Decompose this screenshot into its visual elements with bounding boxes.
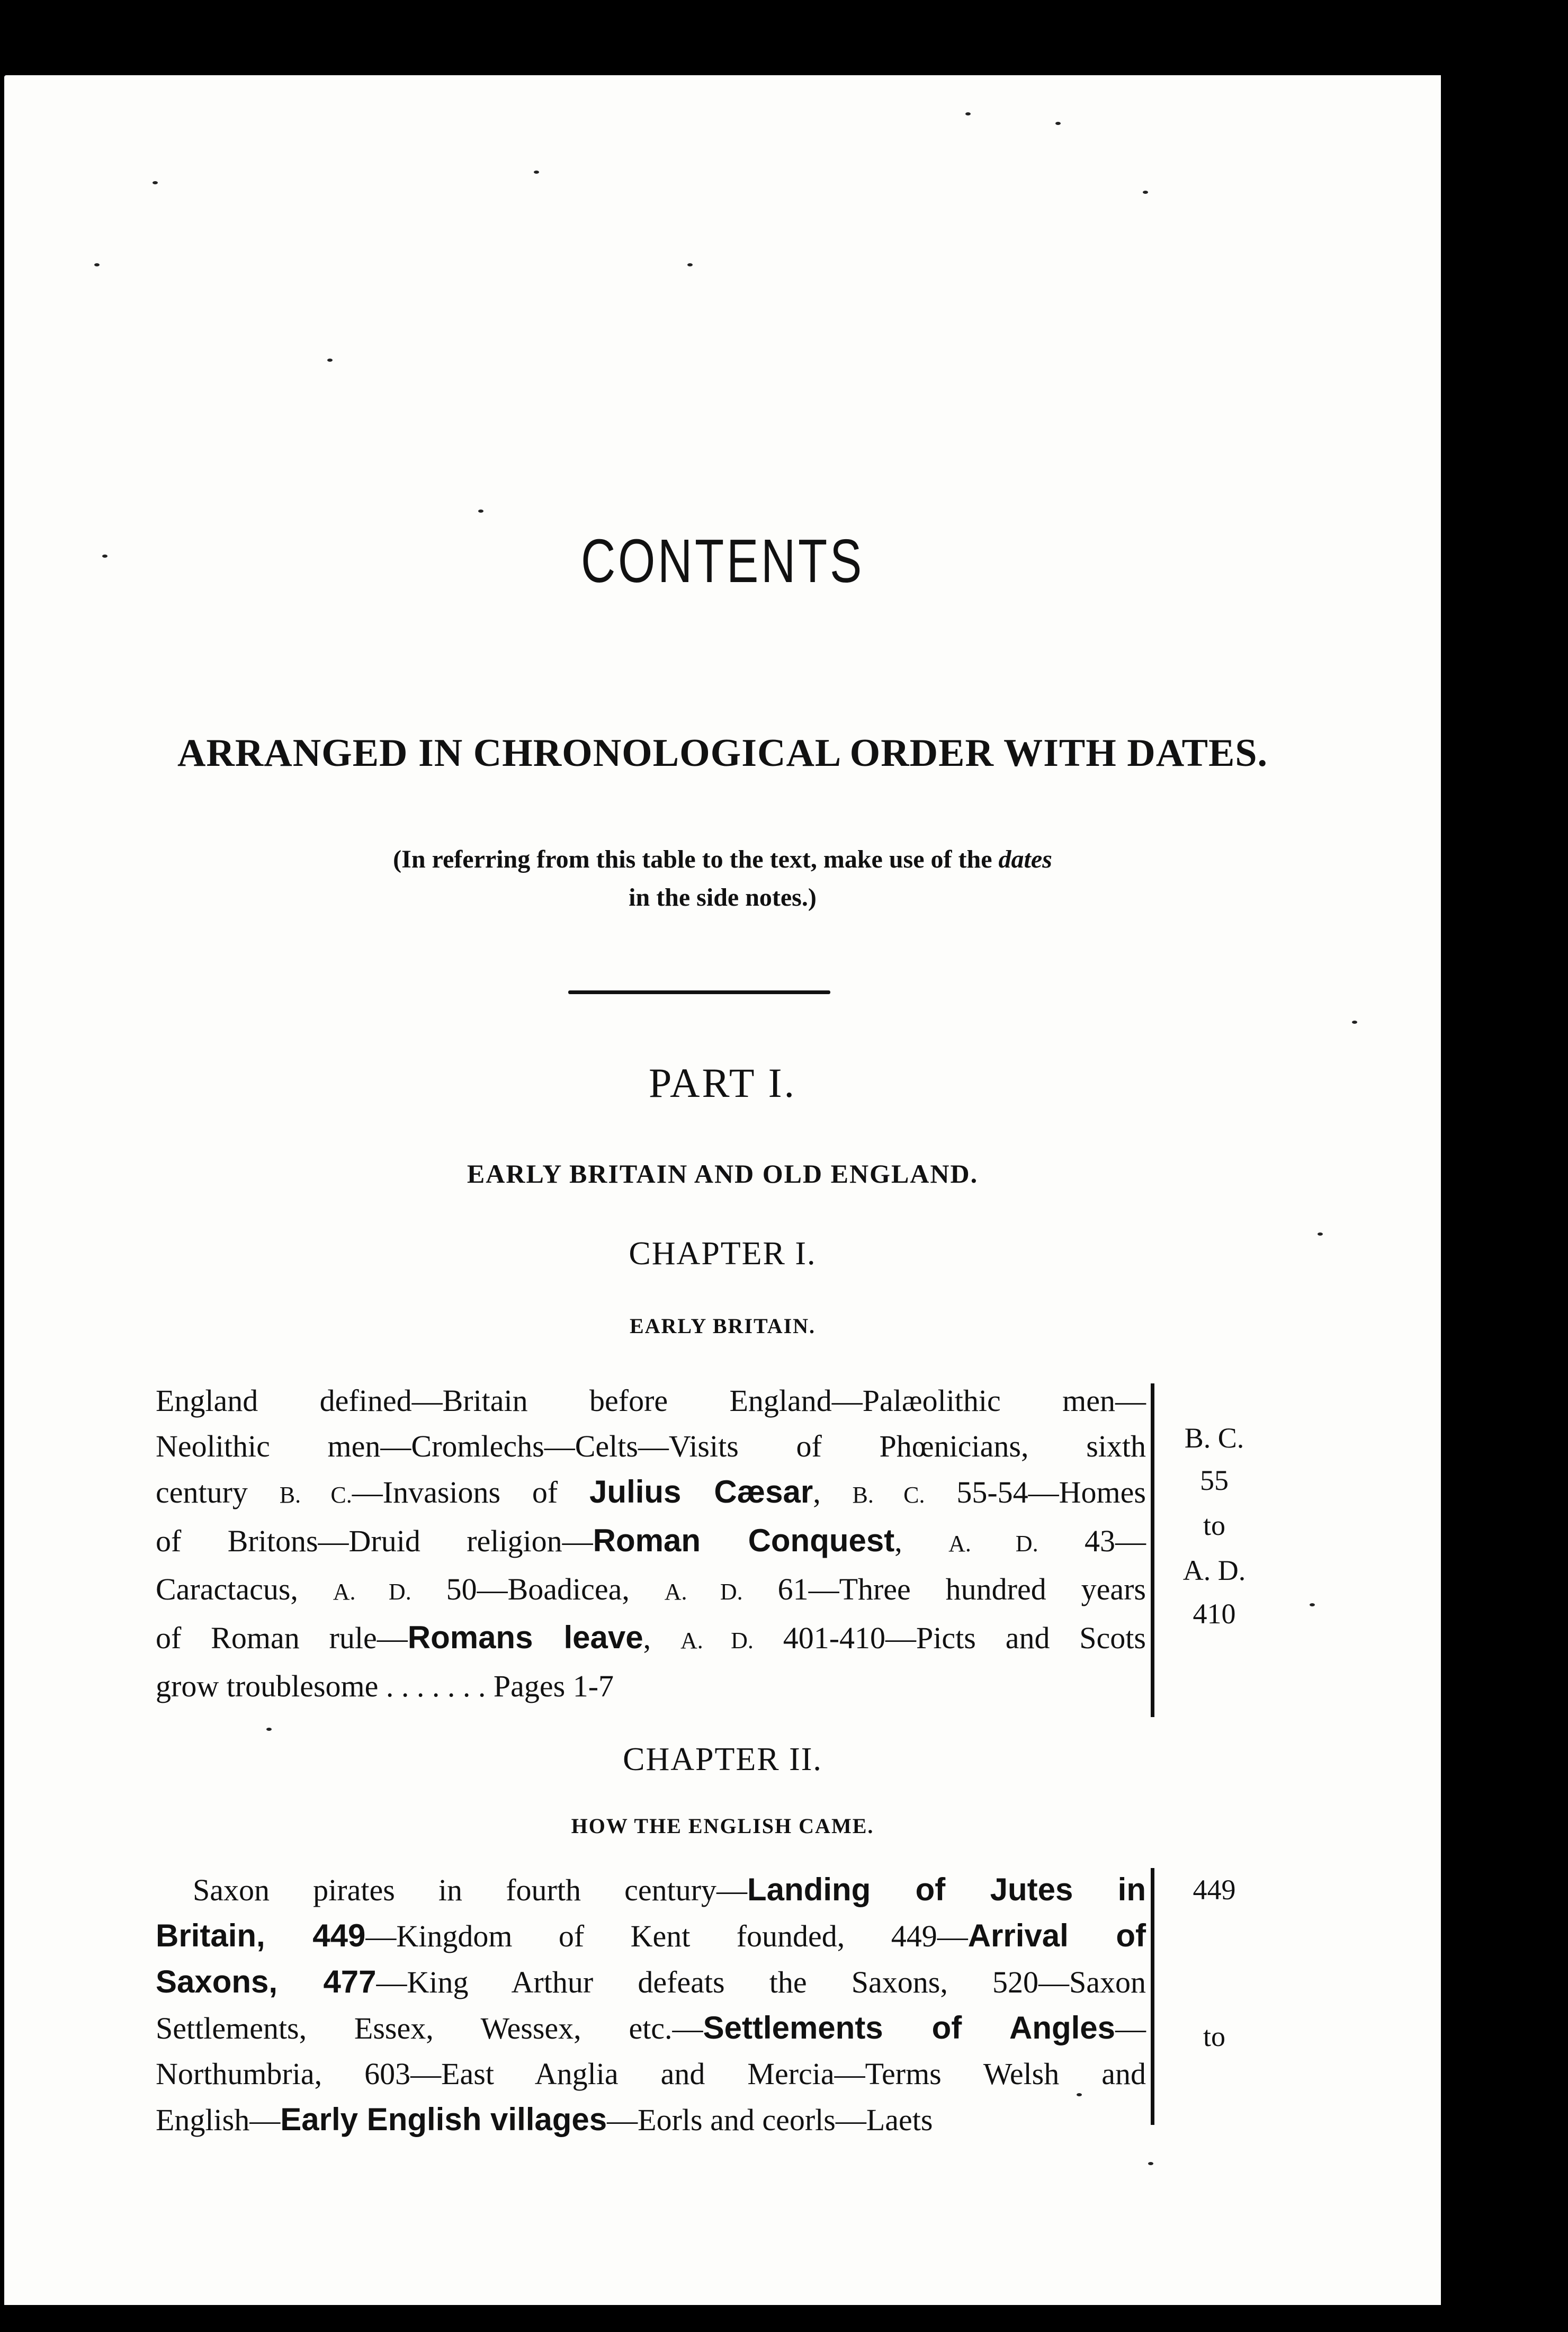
chapter-1-date-bar xyxy=(1151,1383,1154,1717)
part-label: PART I. xyxy=(648,1060,797,1106)
chapter-2-line-6: English—Early English villages—Eorls and ceorls—Laets xyxy=(156,2102,933,2137)
chapter-1-line-1: England defined—Britain before England—Palæolithic men— xyxy=(156,1383,1146,1418)
chapter-1-line-4: of Britons—Druid religion—Roman Conquest, A. D. 43— xyxy=(156,1523,1146,1558)
chapter-2-line-1: Saxon pirates in fourth century—Landing of Jutes in xyxy=(193,1872,1146,1907)
contents-title: CONTENTS xyxy=(580,526,865,595)
chapter-1-date-2: 55 xyxy=(1200,1464,1229,1496)
chapter-1-line-2: Neolithic men—Cromlechs—Celts—Visits of Phœnicians, sixth xyxy=(156,1429,1146,1463)
chapter-2-label: CHAPTER II. xyxy=(623,1741,822,1777)
chapter-1-line-6: of Roman rule—Romans leave, A. D. 401-410—Picts and Scots xyxy=(156,1620,1146,1655)
scan-speck xyxy=(1318,1232,1323,1236)
chapter-1-title: EARLY BRITAIN. xyxy=(629,1314,816,1338)
chapter-2-summary xyxy=(156,1867,1146,2143)
scan-speck xyxy=(266,1728,272,1731)
chapter-2-line-4: Settlements, Essex, Wessex, etc.—Settlements of Angles— xyxy=(156,2010,1146,2045)
scan-speck xyxy=(534,171,539,174)
note-line-2: in the side notes.) xyxy=(629,883,817,912)
document-page xyxy=(4,75,1441,2305)
chapter-1-label: CHAPTER I. xyxy=(629,1236,817,1272)
scan-speck xyxy=(1148,2162,1153,2165)
scan-speck xyxy=(1352,1021,1357,1024)
chapter-2-line-2: Britain, 449—Kingdom of Kent founded, 449—Arrival of xyxy=(156,1918,1146,1953)
chapter-1-date-5: 410 xyxy=(1193,1598,1236,1630)
scan-speck xyxy=(1077,2093,1082,2096)
scan-border-bottom xyxy=(0,2305,1568,2332)
chapter-1-line-5: Caractacus, A. D. 50—Boadicea, A. D. 61—Three hundred years xyxy=(156,1572,1146,1606)
chapter-1-summary xyxy=(156,1378,1146,1709)
chapter-2-line-5: Northumbria, 603—East Anglia and Mercia—Terms Welsh and xyxy=(156,2057,1146,2091)
part-title: EARLY BRITAIN AND OLD ENGLAND. xyxy=(467,1159,979,1189)
scan-speck xyxy=(327,359,333,362)
chapter-2-date-2: to xyxy=(1203,2021,1225,2052)
scan-speck xyxy=(153,181,158,184)
section-divider xyxy=(568,990,830,994)
scan-speck xyxy=(1143,191,1148,194)
chapter-2-line-3: Saxons, 477—King Arthur defeats the Saxons, 520—Saxon xyxy=(156,1964,1146,1999)
reference-note xyxy=(4,841,1441,917)
scan-speck xyxy=(102,555,107,558)
scan-border-right xyxy=(1441,69,1568,2332)
scan-speck xyxy=(478,510,483,513)
chapter-2-date-1: 449 xyxy=(1193,1874,1236,1906)
note-emphasis: dates xyxy=(998,845,1052,873)
scan-speck xyxy=(94,263,100,266)
scan-speck xyxy=(1310,1603,1315,1606)
note-line-1: (In referring from this table to the text, make use of the xyxy=(393,845,999,873)
chapter-2-title: HOW THE ENGLISH CAME. xyxy=(571,1814,874,1838)
chapter-1-line-3: century B. C.—Invasions of Julius Cæsar, B. C. 55-54—Homes xyxy=(156,1474,1146,1509)
scan-speck xyxy=(1055,122,1061,125)
scan-speck xyxy=(687,263,693,266)
chapter-1-date-1: B. C. xyxy=(1184,1422,1244,1454)
chapter-1-date-4: A. D. xyxy=(1182,1554,1246,1586)
scan-speck xyxy=(965,112,971,115)
chapter-1-line-7: grow troublesome . . . . . . . Pages 1-7 xyxy=(156,1669,614,1703)
chapter-2-date-bar xyxy=(1151,1868,1154,2125)
chapter-1-date-3: to xyxy=(1203,1509,1225,1541)
contents-subtitle: ARRANGED IN CHRONOLOGICAL ORDER WITH DATES. xyxy=(177,731,1268,775)
